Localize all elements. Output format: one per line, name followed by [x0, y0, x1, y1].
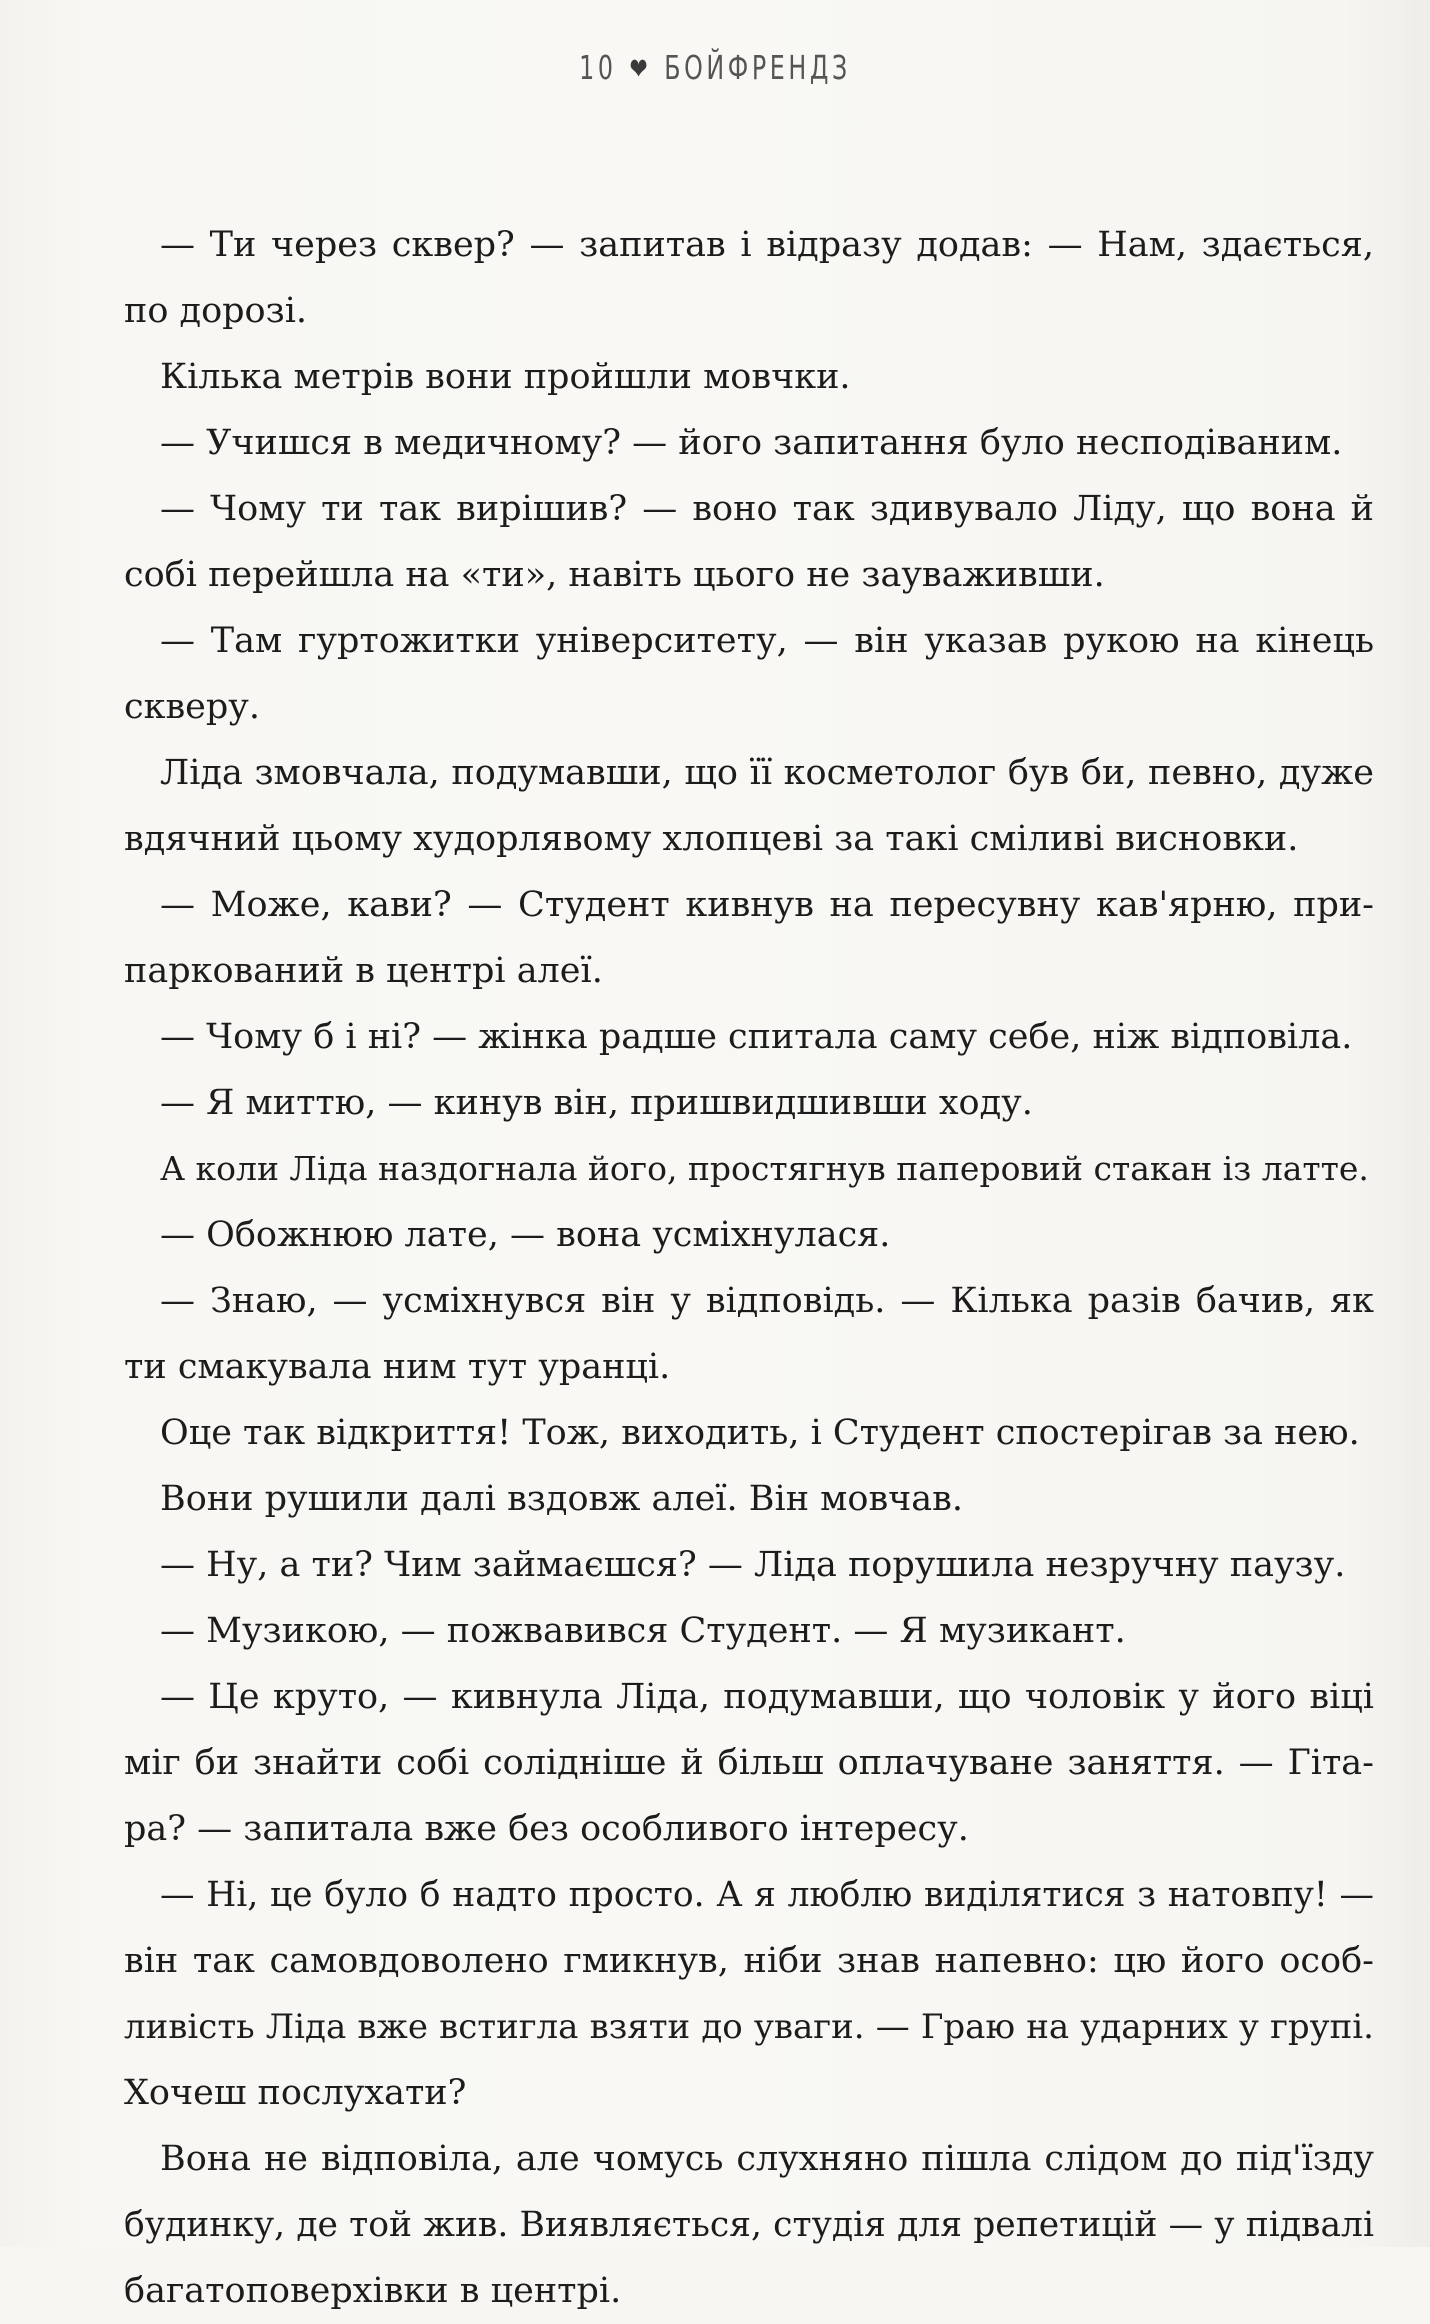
text-line: будинку, де той жив. Виявляється, студія для репетицій — у підвалі [124, 2205, 1374, 2245]
text-line: він так самовдоволено гмикнув, ніби знав напевно: цю його особ- [124, 1941, 1374, 1981]
text-line: Хочеш послухати? [124, 2073, 467, 2113]
text-line: Вони рушили далі вздовж алеї. Він мовчав. [160, 1479, 964, 1519]
text-line: А коли Ліда наздогнала його, простягнув паперовий стакан із латте. [160, 1149, 1369, 1188]
text-line: ти смакувала ним тут уранці. [124, 1347, 671, 1387]
text-line: — Чому ти так вирішив? — воно так здивувало Ліду, що вона й [160, 489, 1374, 529]
text-line: — Там гуртожитки університету, — він указав рукою на кінець [160, 621, 1374, 661]
text-line: вдячний цьому худорлявому хлопцеві за такі сміливі висновки. [124, 819, 1299, 859]
text-line: — Ні, це було б надто просто. А я люблю виділятися з натовпу! — [160, 1875, 1374, 1915]
text-line: по дорозі. [124, 291, 308, 331]
text-line: Вона не відповіла, але чомусь слухняно пішла слідом до під'їзду [160, 2139, 1374, 2179]
text-line: Кілька метрів вони пройшли мовчки. [160, 357, 851, 397]
text-line: ливість Ліда вже встигла взяти до уваги. — Граю на ударних у групі. [124, 2007, 1374, 2047]
text-line: — Я миттю, — кинув він, пришвидшивши ходу. [160, 1083, 1033, 1123]
text-line: — Це круто, — кивнула Ліда, подумавши, що чоловік у його віці [160, 1677, 1374, 1717]
text-line: Ліда змовчала, подумавши, що її косметолог був би, певно, дуже [160, 753, 1374, 793]
text-line: собі перейшла на «ти», навіть цього не зауваживши. [124, 555, 1105, 595]
text-line: багатоповерхівки в центрі. [124, 2271, 622, 2311]
page-number: 10 [579, 48, 617, 87]
text-line: паркований в центрі алеї. [124, 951, 603, 991]
text-line: скверу. [124, 687, 261, 727]
text-line: — Знаю, — усміхнувся він у відповідь. — Кілька разів бачив, як [160, 1281, 1374, 1321]
running-head [200, 48, 1230, 87]
text-line: — Ну, а ти? Чим займаєшся? — Ліда порушила незручну паузу. [160, 1545, 1346, 1585]
body-text [124, 212, 1374, 2324]
text-line: ра? — запитала вже без особливого інтересу. [124, 1809, 969, 1849]
heart-icon: ❤ [629, 52, 652, 87]
text-line: міг би знайти собі солідніше й більш оплачуване заняття. — Гіта- [124, 1743, 1374, 1783]
text-line: — Може, кави? — Студент кивнув на пересувну кав'ярню, при- [160, 885, 1374, 925]
text-line: Оце так відкриття! Тож, виходить, і Студент спостерігав за нею. [160, 1413, 1360, 1453]
book-title: БОЙФРЕНДЗ [664, 48, 851, 87]
text-line: — Чому б і ні? — жінка радше спитала саму себе, ніж відповіла. [160, 1017, 1353, 1057]
text-line: — Музикою, — пожвавився Студент. — Я музикант. [160, 1611, 1126, 1651]
text-line: — Обожнюю лате, — вона усміхнулася. [160, 1215, 891, 1255]
text-line: — Учишся в медичному? — його запитання було несподіваним. [160, 423, 1343, 463]
text-line: — Ти через сквер? — запитав і відразу додав: — Нам, здається, [160, 225, 1374, 265]
